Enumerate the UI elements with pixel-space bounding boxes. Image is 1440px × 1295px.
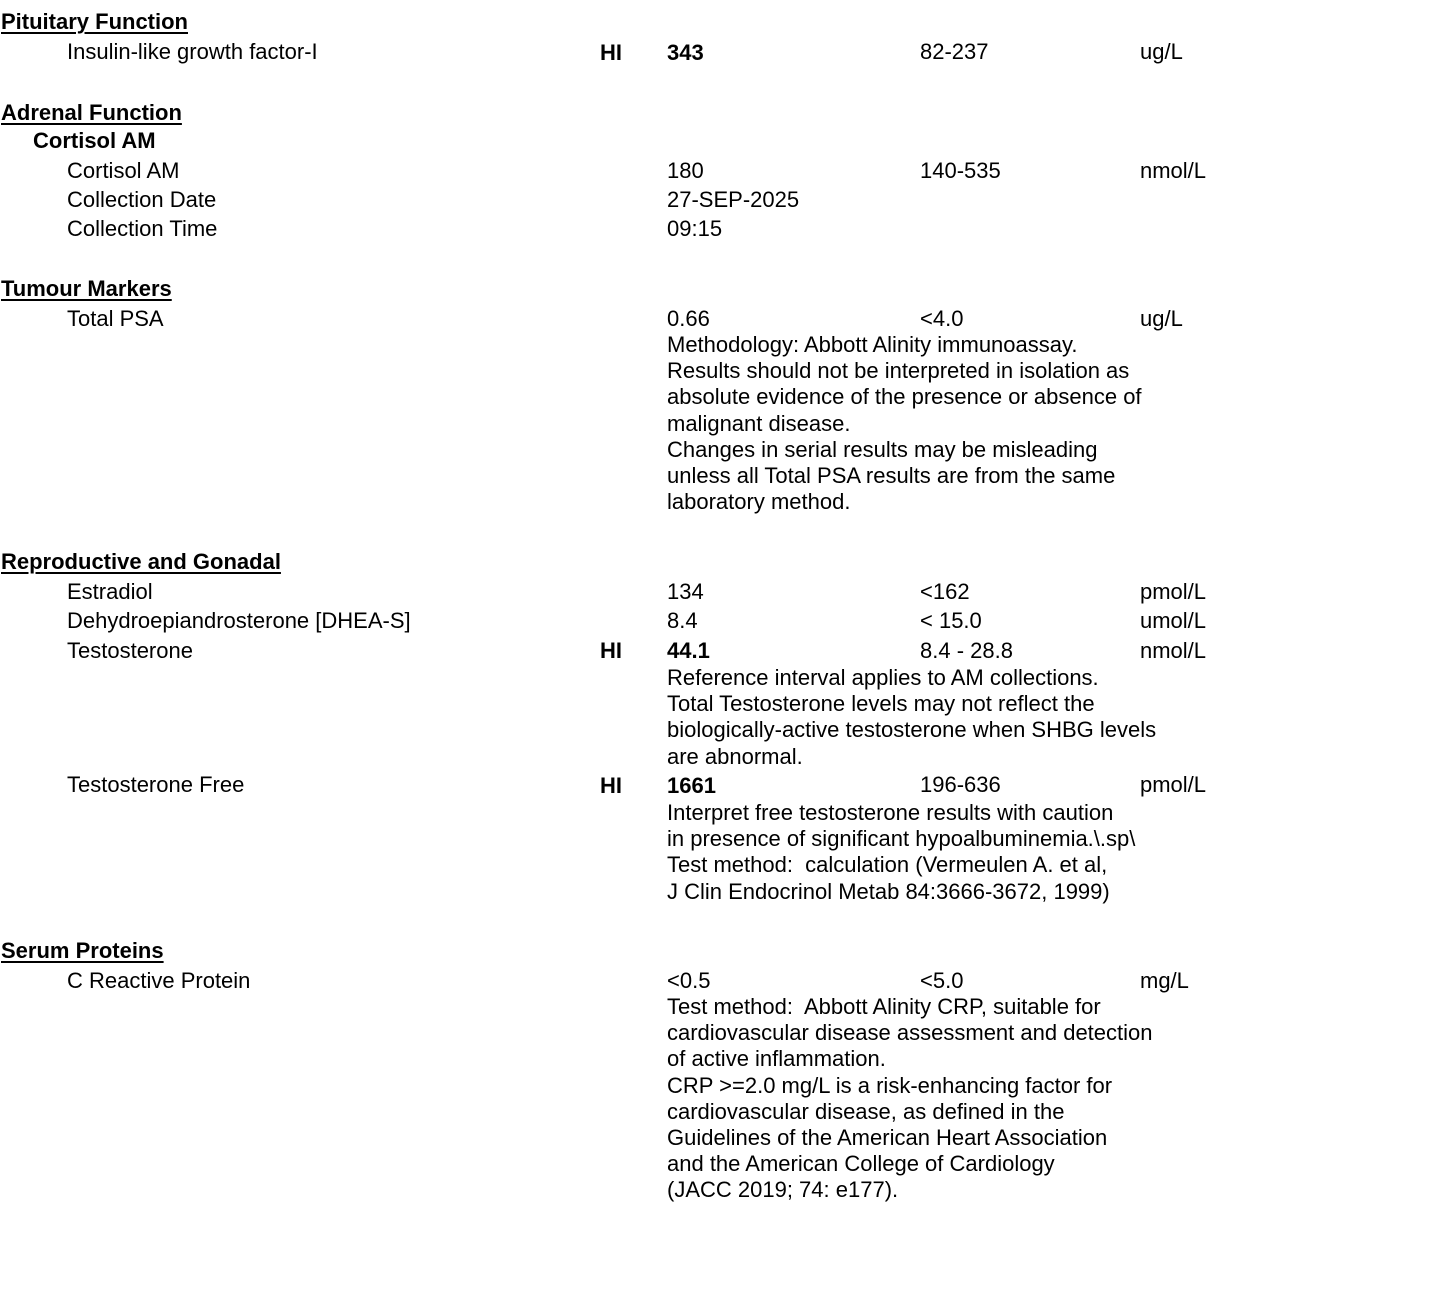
section-title-pituitary: Pituitary Function <box>1 9 188 34</box>
comment-line: absolute evidence of the presence or absence of <box>667 384 1142 410</box>
comment-line: Total Testosterone levels may not reflect the <box>667 691 1095 717</box>
section-title-tumour: Tumour Markers <box>1 276 172 301</box>
unit-cortisol: nmol/L <box>1140 158 1207 183</box>
result-value-psa: 0.66 <box>667 306 710 331</box>
reference-range-estradiol: <162 <box>920 579 970 604</box>
subsection-title-cortisol: Cortisol AM <box>33 128 156 153</box>
comment-line: laboratory method. <box>667 489 851 515</box>
unit-dheas: umol/L <box>1140 608 1207 633</box>
comment-line: in presence of significant hypoalbuminemia.\.sp\ <box>667 826 1136 852</box>
comment-line: and the American College of Cardiology <box>667 1151 1055 1177</box>
comment-line: Reference interval applies to AM collections. <box>667 665 1099 690</box>
comment-line: cardiovascular disease assessment and detection <box>667 1020 1153 1046</box>
comment-free-testosterone <box>667 800 1135 905</box>
test-label-testosterone: Testosterone <box>67 638 193 663</box>
unit-testosterone: nmol/L <box>1140 638 1207 663</box>
result-value-crp: <0.5 <box>667 968 711 993</box>
high-flag-igf1: HI <box>600 40 622 65</box>
result-value-igf1: 343 <box>667 40 704 65</box>
reference-range-psa: <4.0 <box>920 306 964 331</box>
unit-igf1: ug/L <box>1140 39 1183 64</box>
reference-range-free-testosterone: 196-636 <box>920 772 1001 797</box>
comment-line: of active inflammation. <box>667 1046 886 1072</box>
section-title-adrenal: Adrenal Function <box>1 100 182 125</box>
comment-line: J Clin Endocrinol Metab 84:3666-3672, 1999) <box>667 878 1110 904</box>
comment-line: unless all Total PSA results are from the same <box>667 463 1116 489</box>
comment-line: CRP >=2.0 mg/L is a risk-enhancing factor for <box>667 1072 1113 1098</box>
comment-line: Guidelines of the American Heart Association <box>667 1125 1108 1151</box>
result-value-collection-time: 09:15 <box>667 216 723 241</box>
reference-range-dheas: < 15.0 <box>920 608 982 633</box>
unit-estradiol: pmol/L <box>1140 579 1207 604</box>
result-value-dheas: 8.4 <box>667 608 698 633</box>
result-value-estradiol: 134 <box>667 579 704 604</box>
test-label-collection-date: Collection Date <box>67 187 217 212</box>
result-value-testosterone: 44.1 <box>667 638 710 663</box>
test-label-free-testosterone: Testosterone Free <box>67 772 245 797</box>
reference-range-igf1: 82-237 <box>920 39 989 64</box>
comment-line: cardiovascular disease, as defined in the <box>667 1098 1065 1124</box>
comment-line: Test method: calculation (Vermeulen A. et al, <box>667 852 1108 878</box>
test-label-psa: Total PSA <box>67 306 164 331</box>
test-label-cortisol: Cortisol AM <box>67 158 180 183</box>
test-label-crp: C Reactive Protein <box>67 968 251 993</box>
comment-testosterone <box>667 665 1156 770</box>
section-title-serum: Serum Proteins <box>1 938 164 963</box>
comment-line: are abnormal. <box>667 743 803 769</box>
result-value-cortisol: 180 <box>667 158 704 183</box>
comment-line: (JACC 2019; 74: e177). <box>667 1177 899 1203</box>
reference-range-cortisol: 140-535 <box>920 158 1001 183</box>
comment-line: Changes in serial results may be misleading <box>667 436 1098 462</box>
comment-line: Methodology: Abbott Alinity immunoassay. <box>667 332 1078 357</box>
high-flag-free-testosterone: HI <box>600 773 622 798</box>
comment-crp <box>667 994 1153 1204</box>
comment-line: Results should not be interpreted in isolation as <box>667 358 1130 384</box>
test-label-igf1: Insulin-like growth factor-I <box>67 39 318 64</box>
section-title-reproductive: Reproductive and Gonadal <box>1 549 281 574</box>
unit-free-testosterone: pmol/L <box>1140 772 1207 797</box>
high-flag-testosterone: HI <box>600 638 622 663</box>
unit-psa: ug/L <box>1140 306 1183 331</box>
reference-range-testosterone: 8.4 - 28.8 <box>920 638 1013 663</box>
unit-crp: mg/L <box>1140 968 1189 993</box>
result-value-free-testosterone: 1661 <box>667 773 716 798</box>
result-value-collection-date: 27-SEP-2025 <box>667 187 800 212</box>
comment-line: malignant disease. <box>667 410 851 436</box>
comment-line: Interpret free testosterone results with caution <box>667 800 1114 825</box>
test-label-dheas: Dehydroepiandrosterone [DHEA-S] <box>67 608 411 633</box>
reference-range-crp: <5.0 <box>920 968 964 993</box>
test-label-estradiol: Estradiol <box>67 579 153 604</box>
comment-line: biologically-active testosterone when SHBG levels <box>667 717 1157 743</box>
comment-line: Test method: Abbott Alinity CRP, suitable for <box>667 994 1101 1019</box>
test-label-collection-time: Collection Time <box>67 216 218 241</box>
comment-psa <box>667 332 1142 515</box>
